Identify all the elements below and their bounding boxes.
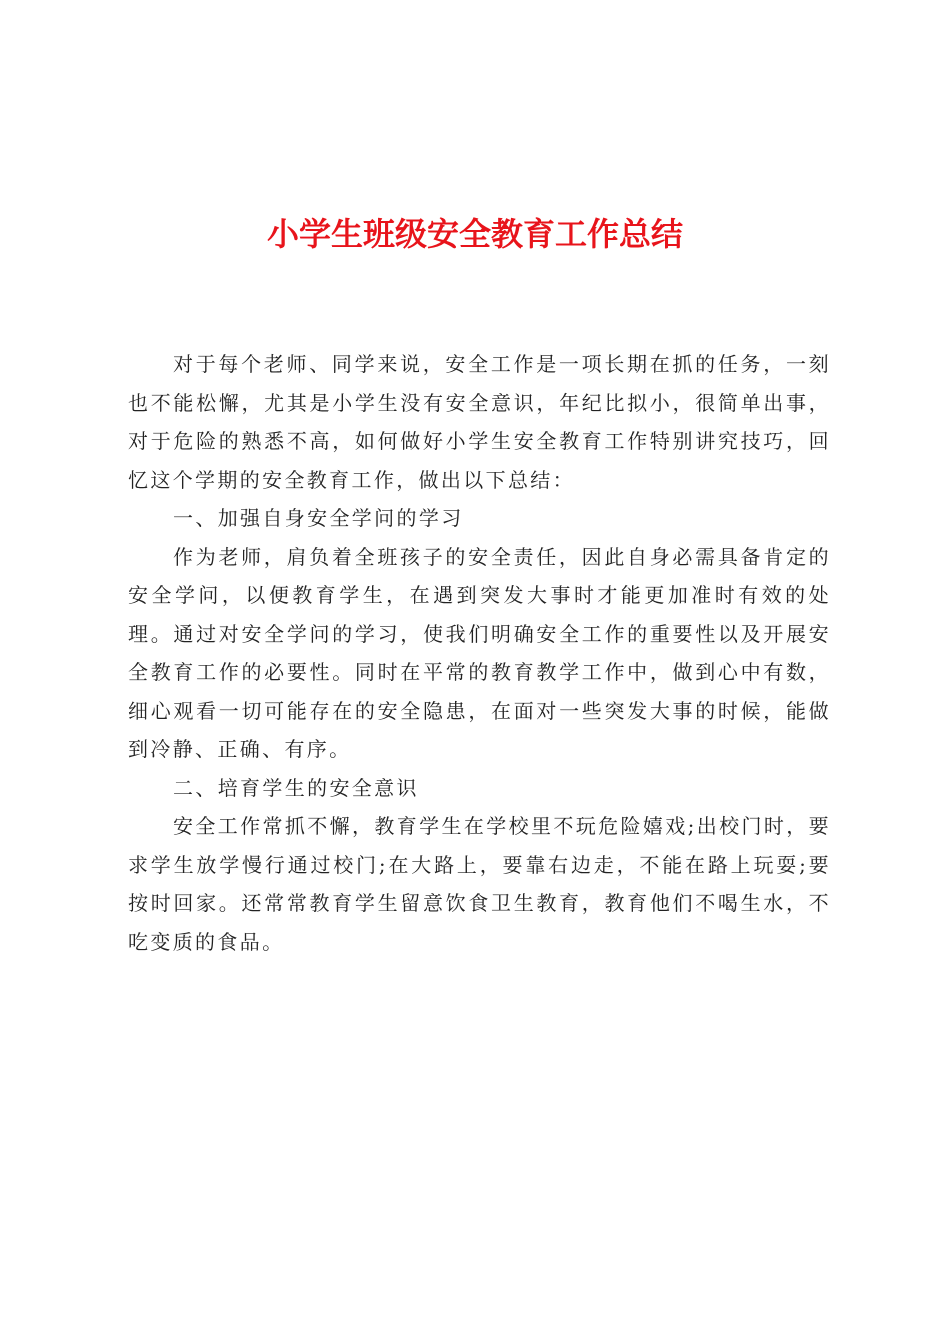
section-heading-1: 一、加强自身安全学问的学习 xyxy=(173,506,464,530)
section-2-paragraph: 安全工作常抓不懈，教育学生在学校里不玩危险嬉戏;出校门时，要求学生放学慢行通过校门;在大路上，要靠右边走，不能在路上玩耍;要按时回家。还常常教育学生留意饮食卫生教育，教育他们不喝生水，不吃变质的食品。 xyxy=(128,814,831,954)
document-title: 小学生班级安全教育工作总结 xyxy=(266,215,683,253)
intro-paragraph: 对于每个老师、同学来说，安全工作是一项长期在抓的任务，一刻也不能松懈，尤其是小学生没有安全意识，年纪比拟小，很简单出事，对于危险的熟悉不高，如何做好小学生安全教育工作特别讲究技巧，回忆这个学期的安全教育工作，做出以下总结： xyxy=(128,352,831,492)
section-1-paragraph: 作为老师，肩负着全班孩子的安全责任，因此自身必需具备肯定的安全学问，以便教育学生，在遇到突发大事时才能更加准时有效的处理。通过对安全学问的学习，使我们明确安全工作的重要性以及开展安全教育工作的必要性。同时在平常的教育教学工作中，做到心中有数，细心观看一切可能存在的安全隐患，在面对一些突发大事的时候，能做到冷静、正确、有序。 xyxy=(128,544,831,761)
section-heading-2: 二、培育学生的安全意识 xyxy=(173,775,419,800)
document-body xyxy=(128,345,831,961)
